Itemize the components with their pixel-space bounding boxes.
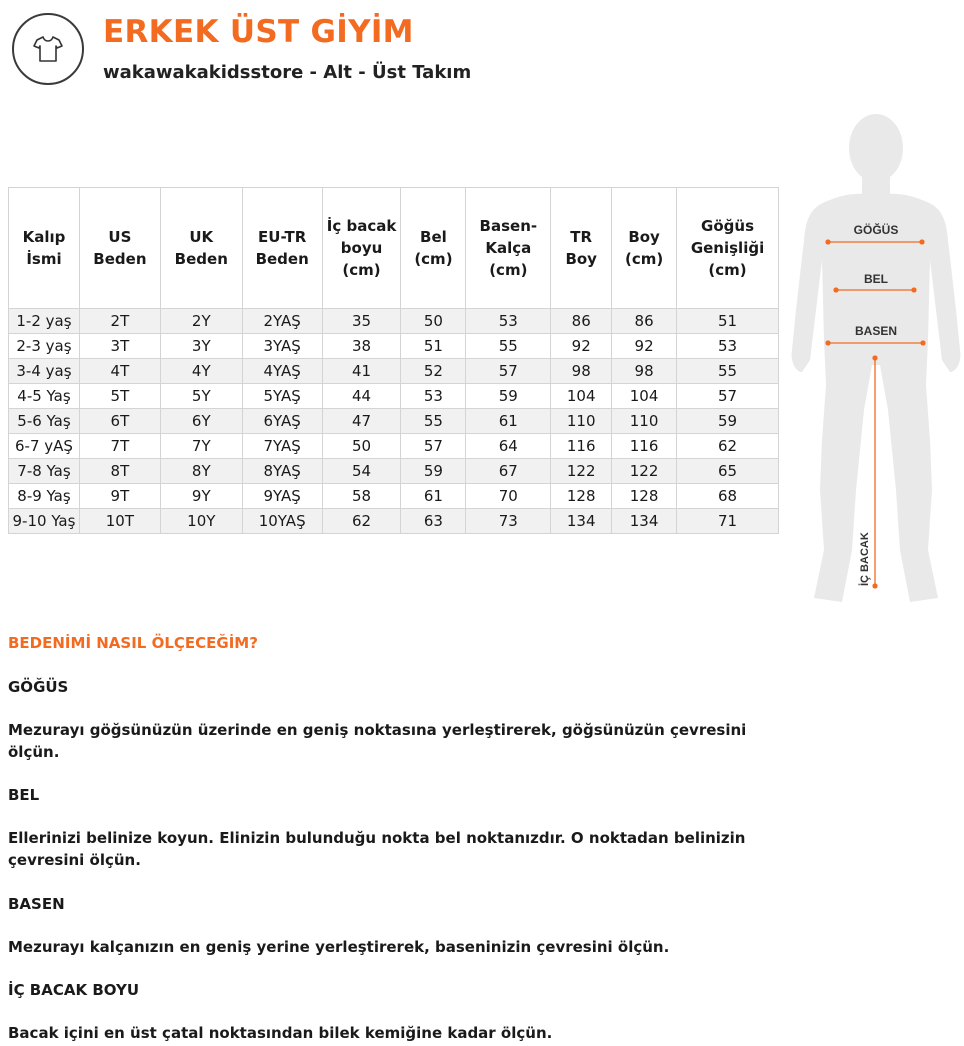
body-silhouette	[790, 110, 962, 610]
table-cell: 134	[612, 509, 677, 534]
table-cell: 122	[612, 459, 677, 484]
table-cell: 5YAŞ	[242, 384, 322, 409]
table-cell: 61	[466, 409, 551, 434]
table-cell: 5T	[79, 384, 160, 409]
table-cell: 6Y	[160, 409, 242, 434]
table-cell: 54	[322, 459, 401, 484]
table-cell: 7YAŞ	[242, 434, 322, 459]
table-cell: 4T	[79, 359, 160, 384]
table-cell: 4YAŞ	[242, 359, 322, 384]
table-cell: 3T	[79, 334, 160, 359]
table-cell: 128	[551, 484, 612, 509]
table-cell: 4-5 Yaş	[9, 384, 80, 409]
table-cell: 110	[612, 409, 677, 434]
column-header: Basen-Kalça (cm)	[466, 188, 551, 309]
table-cell: 62	[677, 434, 779, 459]
table-cell: 65	[677, 459, 779, 484]
guide-item-title: İÇ BACAK BOYU	[8, 981, 140, 999]
table-cell: 71	[677, 509, 779, 534]
table-cell: 98	[612, 359, 677, 384]
table-cell: 67	[466, 459, 551, 484]
table-cell: 2T	[79, 309, 160, 334]
table-cell: 62	[322, 509, 401, 534]
table-cell: 58	[322, 484, 401, 509]
table-cell: 9T	[79, 484, 160, 509]
guide-item-title: BEL	[8, 786, 40, 804]
table-cell: 10T	[79, 509, 160, 534]
table-cell: 44	[322, 384, 401, 409]
table-cell: 51	[677, 309, 779, 334]
table-cell: 122	[551, 459, 612, 484]
page-subtitle: wakawakakidsstore - Alt - Üst Takım	[103, 62, 472, 83]
table-cell: 6T	[79, 409, 160, 434]
table-cell: 116	[551, 434, 612, 459]
table-cell: 38	[322, 334, 401, 359]
table-cell: 59	[401, 459, 466, 484]
table-row	[9, 509, 779, 534]
table-cell: 98	[551, 359, 612, 384]
table-cell: 10YAŞ	[242, 509, 322, 534]
table-cell: 8-9 Yaş	[9, 484, 80, 509]
guide-item-text: Ellerinizi belinize koyun. Elinizin bulunduğu nokta bel noktanızdır. O noktadan belinizin çevresini ölçün.	[8, 829, 746, 869]
table-cell: 4Y	[160, 359, 242, 384]
table-cell: 2YAŞ	[242, 309, 322, 334]
table-cell: 86	[551, 309, 612, 334]
table-cell: 52	[401, 359, 466, 384]
table-cell: 50	[322, 434, 401, 459]
table-cell: 55	[401, 409, 466, 434]
table-row	[9, 434, 779, 459]
table-cell: 128	[612, 484, 677, 509]
table-cell: 61	[401, 484, 466, 509]
table-cell: 3YAŞ	[242, 334, 322, 359]
category-icon-badge	[12, 13, 84, 85]
table-cell: 73	[466, 509, 551, 534]
table-cell: 86	[612, 309, 677, 334]
table-row	[9, 484, 779, 509]
table-cell: 92	[551, 334, 612, 359]
table-cell: 8YAŞ	[242, 459, 322, 484]
table-cell: 64	[466, 434, 551, 459]
table-cell: 70	[466, 484, 551, 509]
guide-item-title: BASEN	[8, 895, 65, 913]
table-cell: 10Y	[160, 509, 242, 534]
column-header: UK Beden	[160, 188, 242, 309]
table-cell: 53	[466, 309, 551, 334]
waist-label: BEL	[864, 272, 888, 286]
hip-label: BASEN	[854, 324, 898, 338]
tshirt-icon	[32, 34, 64, 64]
guide-item-text: Mezurayı kalçanızın en geniş yerine yerleştirerek, baseninizin çevresini ölçün.	[8, 938, 670, 956]
table-cell: 59	[677, 409, 779, 434]
table-cell: 7Y	[160, 434, 242, 459]
table-row	[9, 359, 779, 384]
column-header: Göğüs Genişliği (cm)	[677, 188, 779, 309]
table-cell: 104	[612, 384, 677, 409]
table-cell: 59	[466, 384, 551, 409]
table-cell: 9YAŞ	[242, 484, 322, 509]
table-cell: 2-3 yaş	[9, 334, 80, 359]
column-header: US Beden	[79, 188, 160, 309]
table-cell: 63	[401, 509, 466, 534]
table-cell: 55	[677, 359, 779, 384]
table-cell: 7-8 Yaş	[9, 459, 80, 484]
table-cell: 68	[677, 484, 779, 509]
guide-item-text: Bacak içini en üst çatal noktasından bilek kemiğine kadar ölçün.	[8, 1024, 553, 1042]
measurement-guide	[8, 632, 788, 1044]
table-cell: 53	[677, 334, 779, 359]
body-measurement-figure	[790, 110, 962, 610]
table-row	[9, 384, 779, 409]
table-cell: 116	[612, 434, 677, 459]
guide-item-title: GÖĞÜS	[8, 678, 69, 696]
table-cell: 35	[322, 309, 401, 334]
chest-label: GÖĞÜS	[853, 223, 899, 237]
guide-item-text: Mezurayı göğsünüzün üzerinde en geniş noktasına yerleştirerek, göğsünüzün çevresini ölçün.	[8, 721, 747, 761]
table-cell: 134	[551, 509, 612, 534]
column-header: TR Boy	[551, 188, 612, 309]
inseam-label: İÇ BACAK	[859, 532, 871, 586]
guide-heading: BEDENİMİ NASIL ÖLÇECEĞİM?	[8, 634, 258, 652]
table-cell: 57	[401, 434, 466, 459]
table-row	[9, 409, 779, 434]
table-cell: 5Y	[160, 384, 242, 409]
table-cell: 50	[401, 309, 466, 334]
column-header: Kalıp İsmi	[9, 188, 80, 309]
table-cell: 6-7 yAŞ	[9, 434, 80, 459]
column-header: İç bacak boyu (cm)	[322, 188, 401, 309]
table-cell: 7T	[79, 434, 160, 459]
table-cell: 9Y	[160, 484, 242, 509]
table-row	[9, 459, 779, 484]
table-cell: 6YAŞ	[242, 409, 322, 434]
table-cell: 1-2 yaş	[9, 309, 80, 334]
table-cell: 3Y	[160, 334, 242, 359]
table-cell: 9-10 Yaş	[9, 509, 80, 534]
table-cell: 57	[677, 384, 779, 409]
table-cell: 110	[551, 409, 612, 434]
table-cell: 41	[322, 359, 401, 384]
table-cell: 2Y	[160, 309, 242, 334]
table-cell: 8Y	[160, 459, 242, 484]
table-cell: 55	[466, 334, 551, 359]
table-cell: 47	[322, 409, 401, 434]
table-cell: 3-4 yaş	[9, 359, 80, 384]
table-cell: 57	[466, 359, 551, 384]
table-cell: 8T	[79, 459, 160, 484]
size-chart-table	[8, 187, 779, 534]
table-cell: 92	[612, 334, 677, 359]
table-cell: 104	[551, 384, 612, 409]
table-cell: 53	[401, 384, 466, 409]
table-row	[9, 334, 779, 359]
table-cell: 5-6 Yaş	[9, 409, 80, 434]
table-header-row	[9, 188, 779, 309]
page-title: ERKEK ÜST GİYİM	[103, 14, 414, 50]
table-cell: 51	[401, 334, 466, 359]
column-header: EU-TR Beden	[242, 188, 322, 309]
table-row	[9, 309, 779, 334]
column-header: Boy (cm)	[612, 188, 677, 309]
column-header: Bel (cm)	[401, 188, 466, 309]
